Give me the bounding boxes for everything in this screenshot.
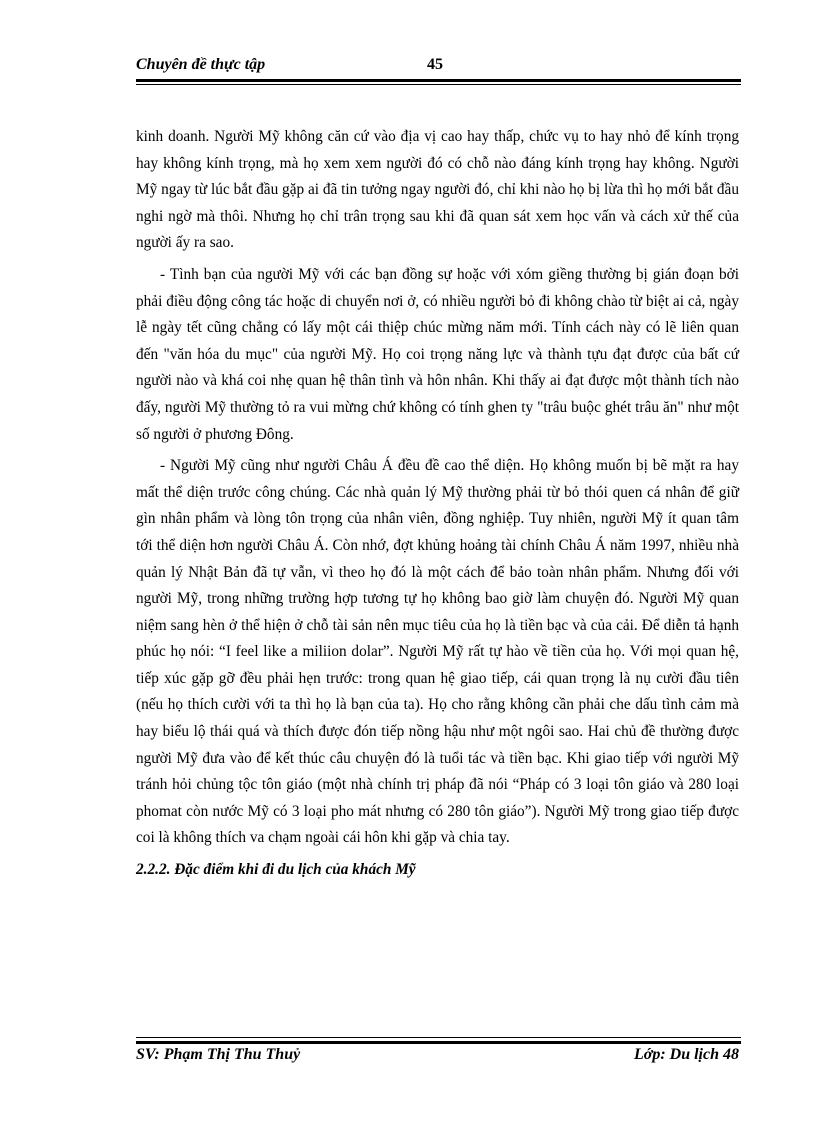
header-rule-thick xyxy=(136,79,741,82)
header-rule-thin xyxy=(136,84,741,85)
paragraph: - Tình bạn của người Mỹ với các bạn đồng sự hoặc với xóm giềng thường bị gián đoạn bởi phải điều động công tác hoặc di chuyển nơi ở, có nhiều người bỏ đi không chào từ biệt ai cả, ngày lễ ngày tết cũng chẳng có lấy một cái thiệp chúc mừng năm mới. Tính cách này có lẽ liên quan đến "văn hóa du mục" của người Mỹ. Họ coi trọng năng lực và thành tựu đạt được của bất cứ người nào và khá coi nhẹ quan hệ thân tình và hôn nhân. Khi thấy ai đạt được một thành tích nào đấy, người Mỹ thường tỏ ra vui mừng chứ không có tính ghen ty "trâu buộc ghét trâu ăn" như một số người ở phương Đông. xyxy=(136,265,739,443)
document-body xyxy=(136,124,739,884)
footer-student: SV: Phạm Thị Thu Thuỷ xyxy=(136,1046,301,1063)
paragraph: - Người Mỹ cũng như người Châu Á đều đề cao thể diện. Họ không muốn bị bẽ mặt ra hay mất thể diện trước công chúng. Các nhà quản lý Mỹ thường phải từ bỏ thói quen cá nhân để giữ gìn nhân phẩm và lòng tôn trọng của nhân viên, đồng nghiệp. Tuy nhiên, người Mỹ ít quan tâm tới thể diện hơn người Châu Á. Còn nhớ, đợt khủng hoảng tài chính Châu Á năm 1997, nhiều nhà quản lý Nhật Bản đã tự vẫn, vì theo họ đó là một cách để bảo toàn nhân phẩm. Nhưng đối với người Mỹ, trong những trường hợp tương tự họ không bao giờ làm chuyện đó. Người Mỹ quan niệm sang hèn ở thể hiện ở chỗ tài sản nên mục tiêu của họ là tiền bạc và của cải. Để diễn tả hạnh phúc họ nói: “I feel like a miliion dolar”. Người Mỹ rất tự hào về tiền của họ. Với mọi quan hệ, tiếp xúc gặp gỡ đều phải hẹn trước: trong quan hệ giao tiếp, cái quan trọng là nụ cười đầu tiên (nếu họ thích cười với ta thì họ là bạn của ta). Họ cho rằng không cần phải che dấu tình cảm mà hay biểu lộ thái quá và thích được đón tiếp nồng hậu như một ngôi sao. Hai chủ đề thường được người Mỹ đưa vào để kết thúc câu chuyện đó là tuổi tác và tiền bạc. Khi giao tiếp với người Mỹ tránh hỏi chủng tộc tôn giáo (một nhà chính trị pháp đã nói “Pháp có 3 loại tôn giáo và 280 loại phomat còn nước Mỹ có 3 loại pho mát nhưng có 280 tôn giáo”). Người Mỹ trong giao tiếp được coi là không thích va chạm ngoài cái hôn khi gặp và chia tay. xyxy=(136,457,739,847)
footer-rule-thick xyxy=(136,1041,741,1044)
footer-rule-thin xyxy=(136,1037,741,1038)
paragraph: kinh doanh. Người Mỹ không căn cứ vào địa vị cao hay thấp, chức vụ to hay nhỏ để kính trọng hay không kính trọng, mà họ xem xem người đó có chỗ nào đáng kính trọng hay không. Người Mỹ ngay từ lúc bắt đầu gặp ai đã tin tưởng ngay người đó, chỉ khi nào họ bị lừa thì họ mới bắt đầu nghi ngờ mà thôi. Nhưng họ chỉ trân trọng sau khi đã quan sát xem học vấn và cách xử thế của người ấy ra sao. xyxy=(136,128,739,252)
page-number: 45 xyxy=(427,56,443,73)
footer-class: Lớp: Du lịch 48 xyxy=(633,1046,739,1063)
section-heading: 2.2.2. Đặc điểm khi đi du lịch của khách Mỹ xyxy=(136,861,416,879)
header-title: Chuyên đề thực tập xyxy=(136,56,266,73)
page-header xyxy=(136,54,739,82)
